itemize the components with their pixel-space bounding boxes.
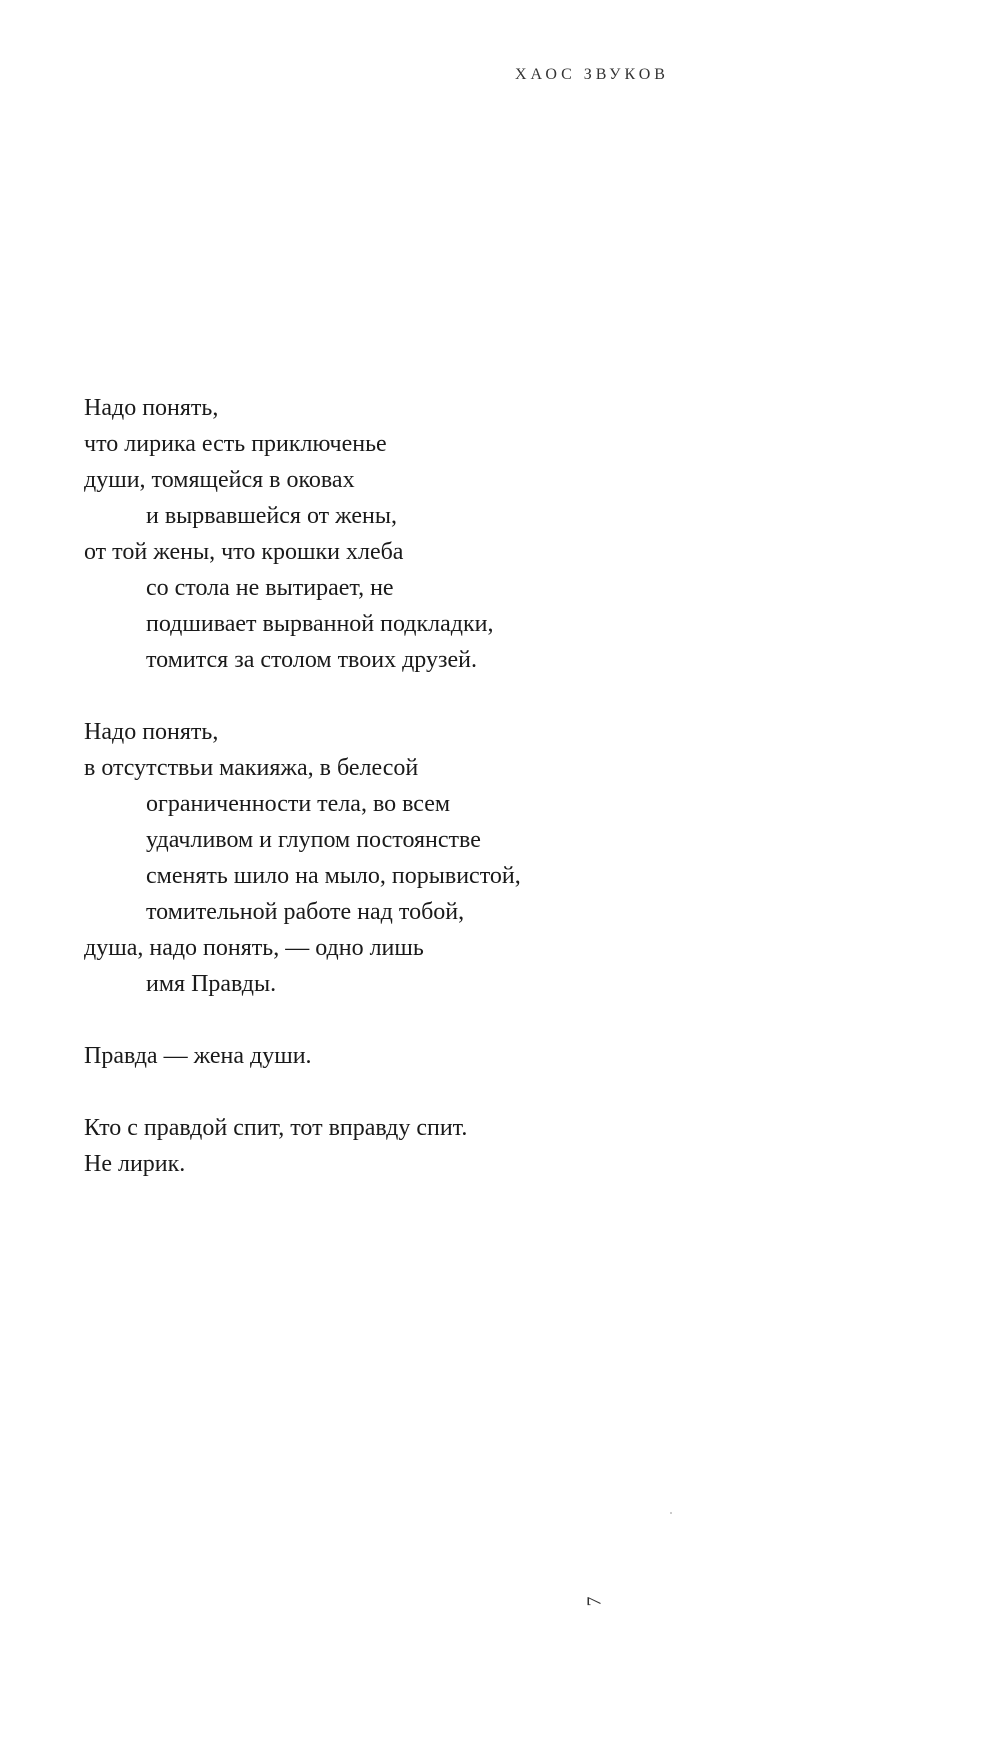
poem-line: подшивает вырванной подкладки,: [146, 611, 494, 637]
poem-line: души, томящейся в оковах: [84, 467, 355, 493]
stanza: [84, 1110, 884, 1182]
poem-line: в отсутствьи макияжа, в белесой: [84, 755, 419, 781]
poem-line: душа, надо понять, — одно лишь: [84, 935, 424, 961]
poem-line: Не лирик.: [84, 1151, 186, 1177]
running-head: ХАОС ЗВУКОВ: [515, 66, 669, 83]
poem-line: и вырвавшейся от жены,: [146, 503, 398, 529]
poem-line: Правда — жена души.: [84, 1043, 312, 1069]
poem-line: от той жены, что крошки хлеба: [84, 539, 404, 565]
stanza: [84, 1038, 884, 1074]
poem-line: что лирика есть приключенье: [84, 431, 387, 457]
poem-line: сменять шило на мыло, порывистой,: [146, 863, 521, 889]
poem-line: со стола не вытирает, не: [146, 575, 394, 601]
poem-line: Надо понять,: [84, 719, 219, 745]
poem-line: имя Правды.: [146, 971, 277, 997]
paper-speck: [670, 1512, 672, 1514]
page-number: 7: [583, 1596, 606, 1607]
poem-line: томится за столом твоих друзей.: [146, 647, 477, 673]
poem-line: Надо понять,: [84, 395, 219, 421]
poem-line: ограниченности тела, во всем: [146, 791, 451, 817]
poem-line: Кто с правдой спит, тот вправду спит.: [84, 1115, 468, 1141]
poem-line: томительной работе над тобой,: [146, 899, 465, 925]
poem-line: удачливом и глупом постоянстве: [146, 827, 481, 853]
poem: [84, 390, 884, 1182]
stanza: [84, 390, 884, 678]
stanza: [84, 714, 884, 1002]
